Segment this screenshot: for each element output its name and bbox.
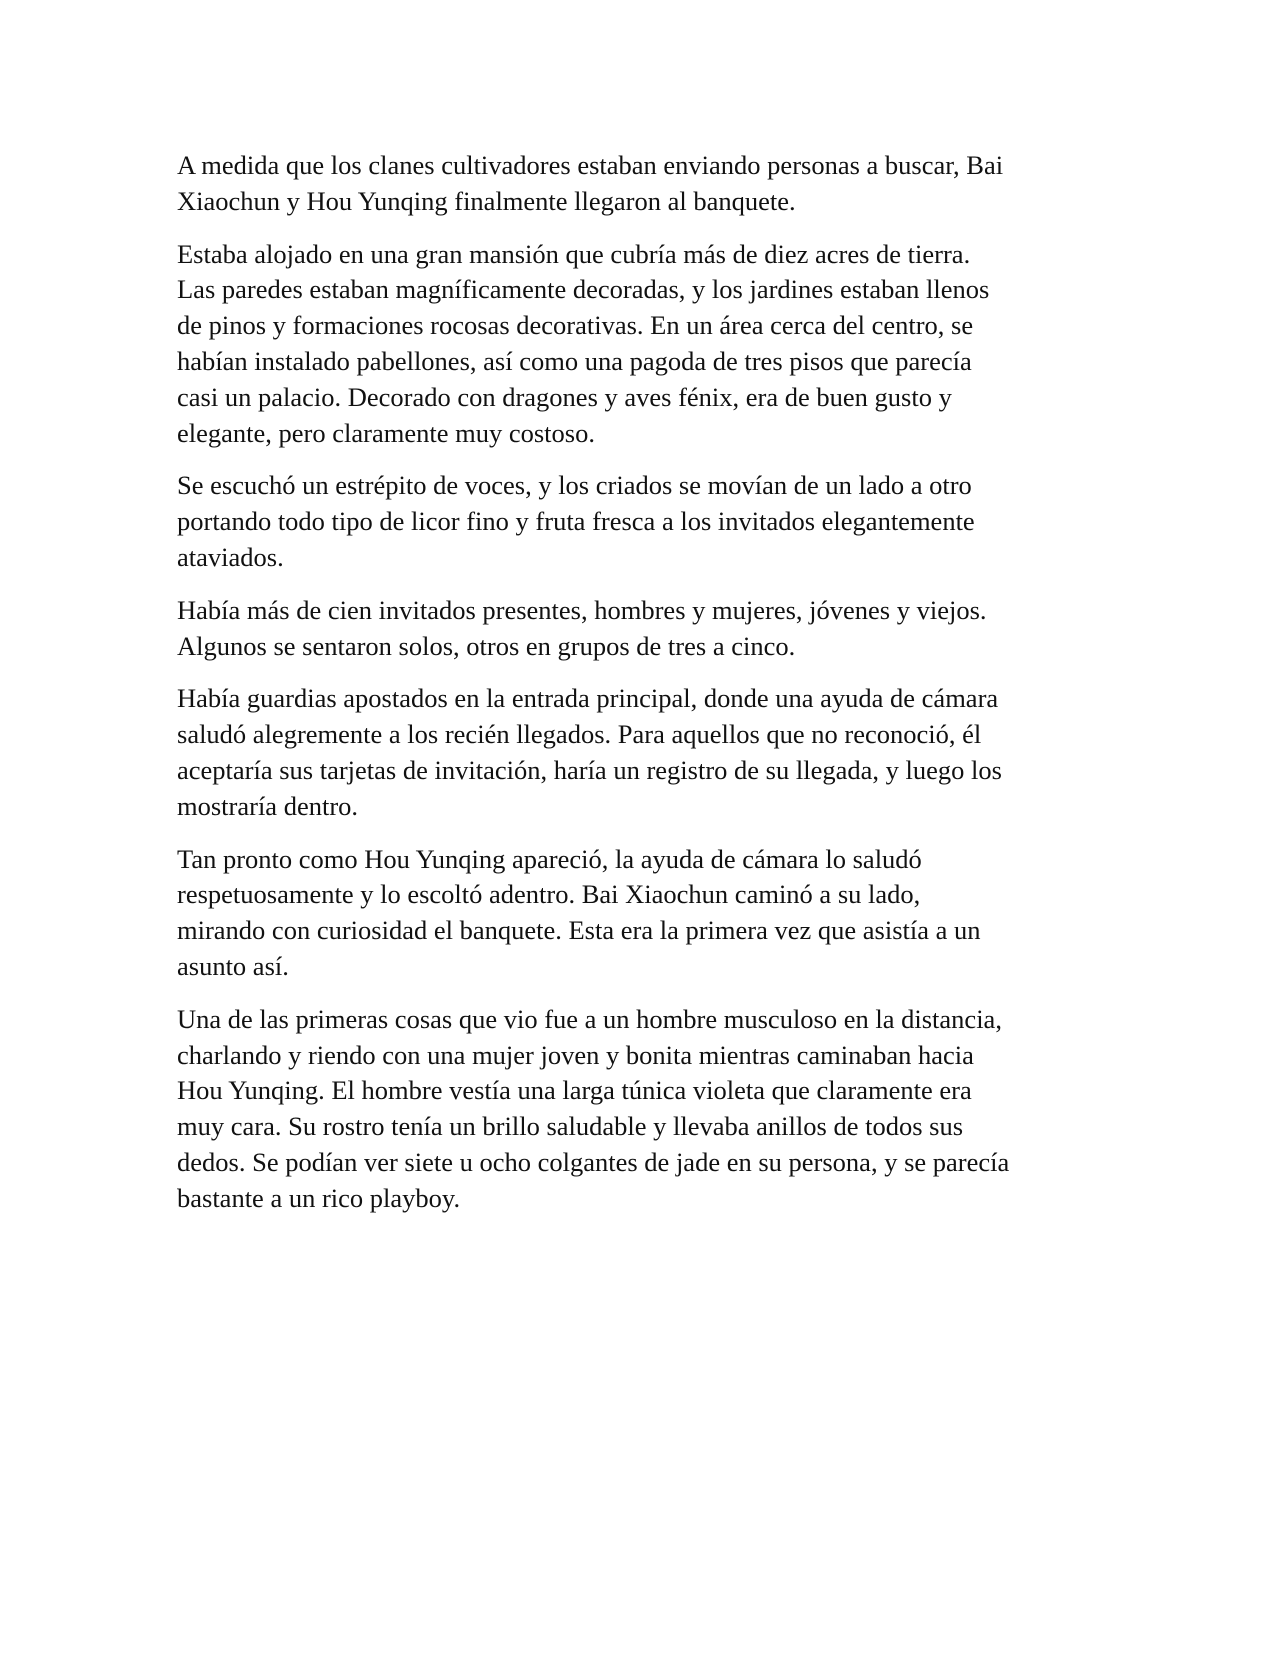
paragraph-line: habían instalado pabellones, así como una pagoda de tres pisos que parecía xyxy=(177,345,972,376)
paragraph-line: Estaba alojado en una gran mansión que cubría más de diez acres de tierra. xyxy=(177,238,971,269)
paragraph-line: portando todo tipo de licor fino y fruta fresca a los invitados elegantemente xyxy=(177,506,975,537)
paragraph-line: Había guardias apostados en la entrada principal, donde una ayuda de cámara xyxy=(177,683,999,714)
paragraph-6 xyxy=(177,842,1117,985)
paragraph-line: Algunos se sentaron solos, otros en grupos de tres a cinco. xyxy=(177,630,796,661)
paragraph-1 xyxy=(177,148,1117,220)
paragraph-line: A medida que los clanes cultivadores estaban enviando personas a buscar, Bai xyxy=(177,150,1004,180)
paragraph-line: bastante a un rico playboy. xyxy=(177,1182,461,1213)
paragraph-line: Se escuchó un estrépito de voces, y los criados se movían de un lado a otro xyxy=(177,470,972,501)
paragraph-line: respetuosamente y lo escoltó adentro. Bai Xiaochun caminó a su lado, xyxy=(177,879,921,910)
paragraph-line: Había más de cien invitados presentes, hombres y mujeres, jóvenes y viejos. xyxy=(177,594,987,625)
paragraph-line: ataviados. xyxy=(177,541,284,572)
paragraph-line: muy cara. Su rostro tenía un brillo saludable y llevaba anillos de todos sus xyxy=(177,1111,964,1142)
paragraph-line: Xiaochun y Hou Yunqing finalmente llegaron al banquete. xyxy=(177,185,796,216)
paragraph-line: Las paredes estaban magníficamente decoradas, y los jardines estaban llenos xyxy=(177,274,990,305)
paragraph-2 xyxy=(177,237,1117,452)
paragraph-line: mostraría dentro. xyxy=(177,790,359,821)
paragraph-7 xyxy=(177,1002,1117,1217)
paragraph-5 xyxy=(177,681,1117,824)
document-body xyxy=(177,148,1117,1217)
paragraph-line: mirando con curiosidad el banquete. Esta era la primera vez que asistía a un xyxy=(177,915,981,946)
paragraph-3 xyxy=(177,468,1117,575)
paragraph-line: charlando y riendo con una mujer joven y bonita mientras caminaban hacia xyxy=(177,1039,974,1070)
paragraph-line: dedos. Se podían ver siete u ocho colgantes de jade en su persona, y se parecía xyxy=(177,1146,1010,1177)
paragraph-4 xyxy=(177,593,1117,665)
paragraph-line: aceptaría sus tarjetas de invitación, haría un registro de su llegada, y luego los xyxy=(177,754,1002,785)
paragraph-line: Hou Yunqing. El hombre vestía una larga túnica violeta que claramente era xyxy=(177,1075,972,1106)
paragraph-line: asunto así. xyxy=(177,950,289,981)
paragraph-line: casi un palacio. Decorado con dragones y aves fénix, era de buen gusto y xyxy=(177,381,952,412)
paragraph-line: Tan pronto como Hou Yunqing apareció, la ayuda de cámara lo saludó xyxy=(177,843,922,874)
paragraph-line: de pinos y formaciones rocosas decorativas. En un área cerca del centro, se xyxy=(177,310,974,341)
paragraph-line: Una de las primeras cosas que vio fue a un hombre musculoso en la distancia, xyxy=(177,1003,1002,1034)
paragraph-line: saludó alegremente a los recién llegados. Para aquellos que no reconoció, él xyxy=(177,719,982,750)
paragraph-line: elegante, pero claramente muy costoso. xyxy=(177,417,595,448)
